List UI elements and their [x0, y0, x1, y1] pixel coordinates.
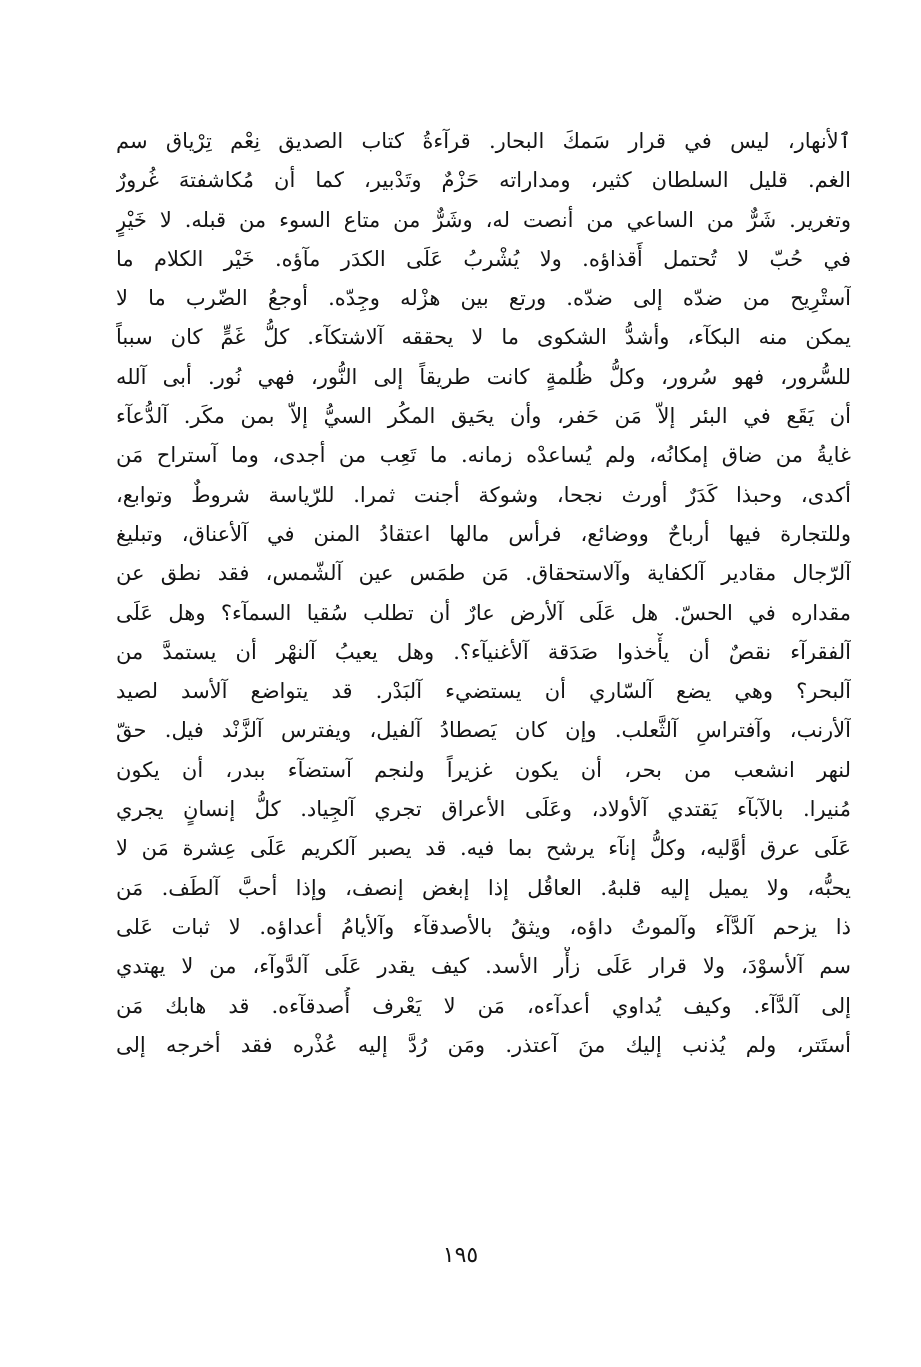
text-line: مُنيرا. بالآبآء يَقتدي آلأولاد، وعَلَى الأعراق تجري آلجِياد. كلُّ إنسانٍ يجري — [116, 797, 851, 822]
text-line: لنهر انشعب من بحر، أن يكون غزيراً ولنجم آستضآء ببدر، أن يكون — [116, 757, 851, 782]
text-line: الغم. قليل السلطان كثير، ومداراته حَزْمٌ وتَدْبير، كما أن مُكاشفتهَ غُرورٌ — [116, 168, 851, 193]
text-line: ذا يزحم آلدَّآء وآلموتُ داؤه، ويثقُ بالأصدقآء وآلأيامُ أعداؤه. لا ثبات عَلى — [116, 914, 851, 939]
text-line: آلرّجال مقادير آلكفاية وآلاستحقاق. مَن طمَس عين آلشّمس، فقد نطق عن — [116, 561, 851, 586]
text-line: ٱلأنهار، ليس في قرار سَمكَ البحار. قرآءةُ كتاب الصديق نِعْم تِرْياق سم — [116, 129, 851, 153]
page-number: ١٩٥ — [442, 1243, 479, 1268]
text-line: يمكن منه البكآء، وأشدُّ الشكوى ما لا يحققه آلاشتكآء. كلُّ غَمٍّ كان سبباً — [116, 325, 851, 350]
text-line: يحبُّه، ولا يميل إليه قلبهُ. العاقُل إذا إبغض إنصف، وإذا أحبَّ آلطَف. مَن — [116, 875, 851, 900]
text-line: آلأرنب، وآفتراسِ آلثَّعلب. وإن كان يَصطادُ آلفيل، ويفترس آلزَّنْد فيل. حقّ — [116, 718, 851, 743]
text-line: مقداره في الحسّ. هل عَلَى آلأرض عارٌ أن تطلب سُقيا السمآء؟ وهل عَلَى — [116, 600, 851, 625]
text-line: أستَتر، ولم يُذنب إليك منَ آعتذر. ومَن رُدَّ إليه عُذْره فقد أخرجه إلى — [116, 1032, 851, 1057]
text-line: أكدى، وحبذا كَدَرٌ أورث نجحا، وشوكة أجنت ثمرا. للرّياسة شروطٌ وتوابع، — [116, 482, 851, 507]
text-line: في حُبّ لا تُحتمل أَقذاؤه. ولا يُشْربُ عَلَى الكدَر مآؤه. خَيْر الكلام ما — [116, 246, 851, 271]
text-line: آستْرِيح من ضدّه إلى ضدّه. ورتع بين هزْله وجِدّه. أوجعُ الضّرب ما لا — [116, 286, 851, 311]
text-line: للسُّرور، فهو سُرور، وكلُّ ظُلمةٍ كانت طريقاً إلى النُّور، فهي نُور. أبى آلله — [116, 364, 851, 389]
text-line: إلى آلدَّآء. وكيف يُداوي أعدآءه، مَن لا يَعْرف أُصدقآءه. قد هابك مَن — [116, 993, 851, 1018]
text-line: عَلَى عرق أوَّليه، وكلُّ إنآء يرشح بما فيه. قد يصبر آلكريم عَلَى عِشرة مَن لا — [116, 836, 851, 861]
text-line: وللتجارة فيها أرباحٌ ووضائع، فرأس مالها اعتقادُ المنن في آلأعناق، وتبليغ — [116, 521, 851, 546]
text-line: أن يَقَع في البئر إلاّ مَن حَفر، وأن يحَيق المكُر السيُّ إلاّ بمن مكَر. آلدُّعآء — [116, 404, 851, 429]
text-line: وتغرير. شَرٌّ من الساعي من أنصت له، وشَرٌّ من متاع السوء من قبله. لا خَيْرٍ — [116, 207, 851, 232]
text-line: آلفقرآء نقصٌ أن يأْخذوا صَدَقة آلأغنيآء؟. وهل يعيبُ آلنهْر أن يستمدَّ من — [116, 639, 851, 664]
text-line: آلبحر؟ وهي يضع آلسّاري أن يستضيء آلبَدْر. قد يتواضع آلأسد لصيد — [116, 679, 851, 704]
body-text — [116, 122, 851, 1065]
text-line: سم آلأسوْدَ، ولا قرار عَلَى زأْر الأسد. كيف يقدر عَلَى آلدَّوآء، من لا يهتدي — [116, 954, 851, 979]
text-line: غايةُ من ضاق إمكانُه، ولم يُساعدْه زمانه. ما تَعِب من أجدى، وما آستراح مَن — [116, 443, 851, 468]
